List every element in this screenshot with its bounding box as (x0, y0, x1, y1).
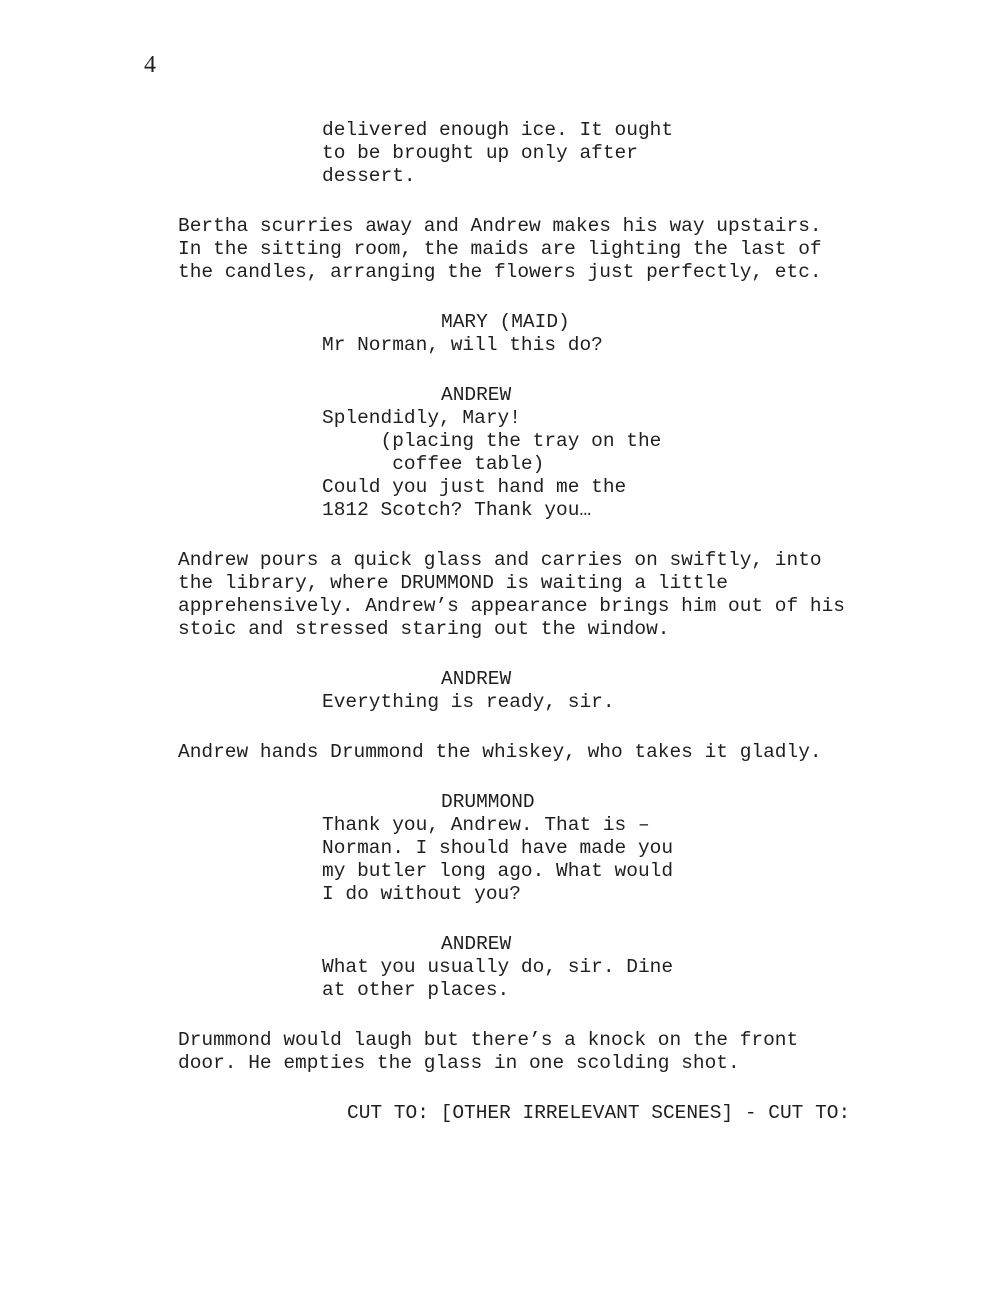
action-line: Andrew pours a quick glass and carries on swiftly, into (178, 549, 822, 571)
character-name: DRUMMOND (441, 791, 535, 813)
dialogue-line: dessert. (322, 165, 416, 187)
speech-line: What you usually do, sir. Dine (322, 956, 674, 978)
speech-line: Mr Norman, will this do? (322, 334, 603, 356)
speech-line: at other places. (322, 979, 510, 1001)
action-block (178, 741, 878, 764)
character-name: MARY (MAID) (441, 311, 570, 333)
action-line: In the sitting room, the maids are lighting the last of (178, 238, 822, 260)
speech-line: Thank you, Andrew. That is – (322, 814, 650, 836)
transition-block (178, 1102, 878, 1125)
speech-line: 1812 Scotch? Thank you… (322, 499, 592, 521)
character-name: ANDREW (441, 933, 512, 955)
transition-line: CUT TO: [OTHER IRRELEVANT SCENES] - CUT TO: (347, 1102, 851, 1124)
character-name: ANDREW (441, 384, 512, 406)
action-block (178, 549, 878, 641)
speech-line: Everything is ready, sir. (322, 691, 615, 713)
speech-block (178, 791, 878, 906)
action-line: Andrew hands Drummond the whiskey, who takes it gladly. (178, 741, 822, 763)
action-block (178, 215, 878, 284)
speech-line: I do without you? (322, 883, 521, 905)
action-line: Bertha scurries away and Andrew makes his way upstairs. (178, 215, 822, 237)
speech-block (178, 668, 878, 714)
speech-block (178, 384, 878, 522)
dialogue-line: to be brought up only after (322, 142, 638, 164)
dialogue-line: delivered enough ice. It ought (322, 119, 674, 141)
speech-line: Could you just hand me the (322, 476, 627, 498)
action-line: the candles, arranging the flowers just perfectly, etc. (178, 261, 822, 283)
action-line: door. He empties the glass in one scolding shot. (178, 1052, 740, 1074)
speech-block (178, 933, 878, 1002)
action-line: apprehensively. Andrew’s appearance brings him out of his (178, 595, 846, 617)
action-block (178, 1029, 878, 1075)
speech-line: Norman. I should have made you (322, 837, 674, 859)
script-body (178, 119, 878, 1125)
speech-line: coffee table) (322, 453, 545, 475)
action-line: Drummond would laugh but there’s a knock on the front (178, 1029, 799, 1051)
character-name: ANDREW (441, 668, 512, 690)
action-line: stoic and stressed staring out the window. (178, 618, 670, 640)
speech-block (178, 311, 878, 357)
action-line: the library, where DRUMMOND is waiting a little (178, 572, 728, 594)
speech-line: Splendidly, Mary! (322, 407, 521, 429)
speech-line: (placing the tray on the (322, 430, 662, 452)
dialogue-block (178, 119, 878, 188)
speech-line: my butler long ago. What would (322, 860, 674, 882)
page-number: 4 (144, 52, 156, 78)
